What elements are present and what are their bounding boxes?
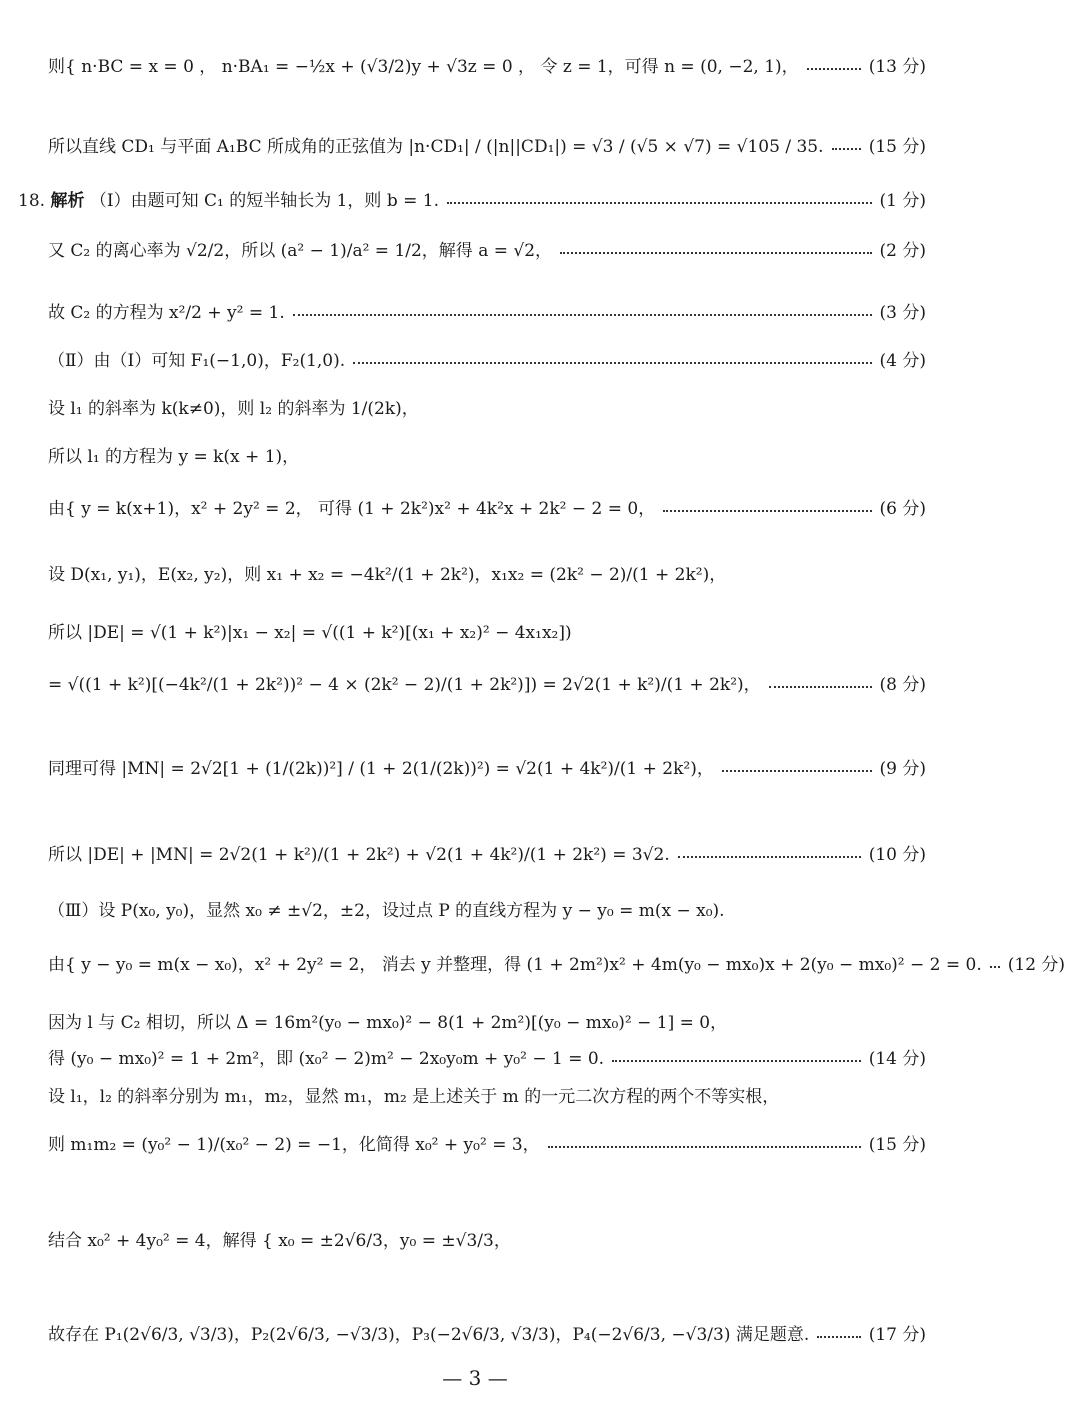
leader-dots <box>769 686 872 688</box>
line-text: 同理可得 |MN| = 2√2[1 + (1/(2k))²] / (1 + 2(1/(2k))²) = √2(1 + 4k²)/(1 + 2k²)， <box>48 759 714 779</box>
solution-line <box>48 1044 926 1069</box>
solution-line <box>48 298 926 323</box>
line-text: 故存在 P₁(2√6/3, √3/3)，P₂(2√6/3, −√3/3)，P₃(−2√6/3, √3/3)，P₄(−2√6/3, −√3/3) 满足题意. <box>48 1325 810 1345</box>
solution-line: （Ⅲ）设 P(x₀, y₀)，显然 x₀ ≠ ±√2，±2，设过点 P 的直线方程为 y − y₀ = m(x − x₀). <box>48 901 725 921</box>
score: (8 分) <box>879 675 926 695</box>
solution-line: 所以 l₁ 的方程为 y = k(x + 1)， <box>48 447 300 467</box>
line-text: 所以 |DE| + |MN| = 2√2(1 + k²)/(1 + 2k²) + √2(1 + 4k²)/(1 + 2k²) = 3√2. <box>48 845 670 865</box>
solution-line <box>48 346 926 371</box>
solution-line <box>18 186 926 211</box>
line-text: 所以直线 CD₁ 与平面 A₁BC 所成角的正弦值为 |n·CD₁| / (|n||CD₁|) = √3 / (√5 × √7) = √105 / 35. <box>48 137 824 157</box>
score: (4 分) <box>879 351 926 371</box>
line-text: 由{ y − y₀ = m(x − x₀)，x² + 2y² = 2， 消去 y 并整理，得 (1 + 2m²)x² + 4m(y₀ − mx₀)x + 2(y₀ − mx₀)² − 2 = 0. <box>48 955 982 975</box>
solution-line <box>48 670 926 695</box>
page-number: — 3 — <box>442 1366 508 1390</box>
solution-line <box>48 236 926 261</box>
score: (1 分) <box>879 191 926 211</box>
analysis-label: 解析 <box>50 191 85 211</box>
line-text: 得 (y₀ − mx₀)² = 1 + 2m²，即 (x₀² − 2)m² − 2x₀y₀m + y₀² − 1 = 0. <box>48 1049 605 1069</box>
score: (9 分) <box>879 759 926 779</box>
line-text: 则 m₁m₂ = (y₀² − 1)/(x₀² − 2) = −1，化简得 x₀² + y₀² = 3， <box>48 1135 540 1155</box>
line-text: （Ⅱ）由（Ⅰ）可知 F₁(−1,0)，F₂(1,0). <box>48 351 346 371</box>
solution-line <box>48 1320 926 1345</box>
line-text: 则{ n·BC = x = 0 ， n·BA₁ = −½x + (√3/2)y + √3z = 0 ， 令 z = 1，可得 n = (0, −2, 1)， <box>48 57 799 77</box>
leader-dots <box>612 1060 861 1062</box>
score: (3 分) <box>879 303 926 323</box>
score: (10 分) <box>868 845 926 865</box>
score: (6 分) <box>879 499 926 519</box>
leader-dots <box>663 510 871 512</box>
leader-dots <box>293 314 872 316</box>
leader-dots <box>548 1146 861 1148</box>
line-text: = √((1 + k²)[(−4k²/(1 + 2k²))² − 4 × (2k² − 2)/(1 + 2k²)]) = 2√2(1 + k²)/(1 + 2k²)， <box>48 675 761 695</box>
question-number: 18. <box>18 191 46 211</box>
solution-line <box>48 1130 926 1155</box>
leader-dots <box>678 856 861 858</box>
leader-dots <box>722 770 872 772</box>
solution-line <box>48 52 926 77</box>
score: (12 分) <box>1007 955 1065 975</box>
leader-dots <box>447 202 872 204</box>
line-text: 故 C₂ 的方程为 x²/2 + y² = 1. <box>48 303 285 323</box>
solution-line <box>48 494 926 519</box>
line-text <box>18 186 439 211</box>
solution-line <box>48 840 926 865</box>
leader-dots <box>353 362 871 364</box>
leader-dots <box>817 1336 860 1338</box>
leader-dots <box>990 966 1000 968</box>
solution-line: 设 D(x₁, y₁)，E(x₂, y₂)，则 x₁ + x₂ = −4k²/(1 + 2k²)，x₁x₂ = (2k² − 2)/(1 + 2k²)， <box>48 565 727 585</box>
solution-line: 设 l₁，l₂ 的斜率分别为 m₁，m₂，显然 m₁，m₂ 是上述关于 m 的一元二次方程的两个不等实根， <box>48 1087 780 1107</box>
score: (17 分) <box>868 1325 926 1345</box>
leader-dots <box>560 252 871 254</box>
score: (15 分) <box>868 1135 926 1155</box>
leader-dots <box>832 148 861 150</box>
solution-line: 设 l₁ 的斜率为 k(k≠0)，则 l₂ 的斜率为 1/(2k)， <box>48 399 419 419</box>
solution-line: 因为 l 与 C₂ 相切，所以 Δ = 16m²(y₀ − mx₀)² − 8(1 + 2m²)[(y₀ − mx₀)² − 1] = 0， <box>48 1013 728 1033</box>
score: (2 分) <box>879 241 926 261</box>
solution-line <box>48 950 1065 975</box>
score: (13 分) <box>868 57 926 77</box>
solution-line: 所以 |DE| = √(1 + k²)|x₁ − x₂| = √((1 + k²)[(x₁ + x₂)² − 4x₁x₂]) <box>48 623 572 643</box>
line-body: （Ⅰ）由题可知 C₁ 的短半轴长为 1，则 b = 1. <box>89 191 439 211</box>
leader-dots <box>807 68 861 70</box>
score: (15 分) <box>868 137 926 157</box>
solution-line <box>48 132 926 157</box>
score: (14 分) <box>868 1049 926 1069</box>
line-text: 由{ y = k(x+1)，x² + 2y² = 2， 可得 (1 + 2k²)x² + 4k²x + 2k² − 2 = 0， <box>48 499 656 519</box>
line-text: 又 C₂ 的离心率为 √2/2，所以 (a² − 1)/a² = 1/2，解得 a = √2， <box>48 241 553 261</box>
solution-line: 结合 x₀² + 4y₀² = 4，解得 { x₀ = ±2√6/3，y₀ = ±√3/3， <box>48 1231 511 1251</box>
solution-line <box>48 754 926 779</box>
